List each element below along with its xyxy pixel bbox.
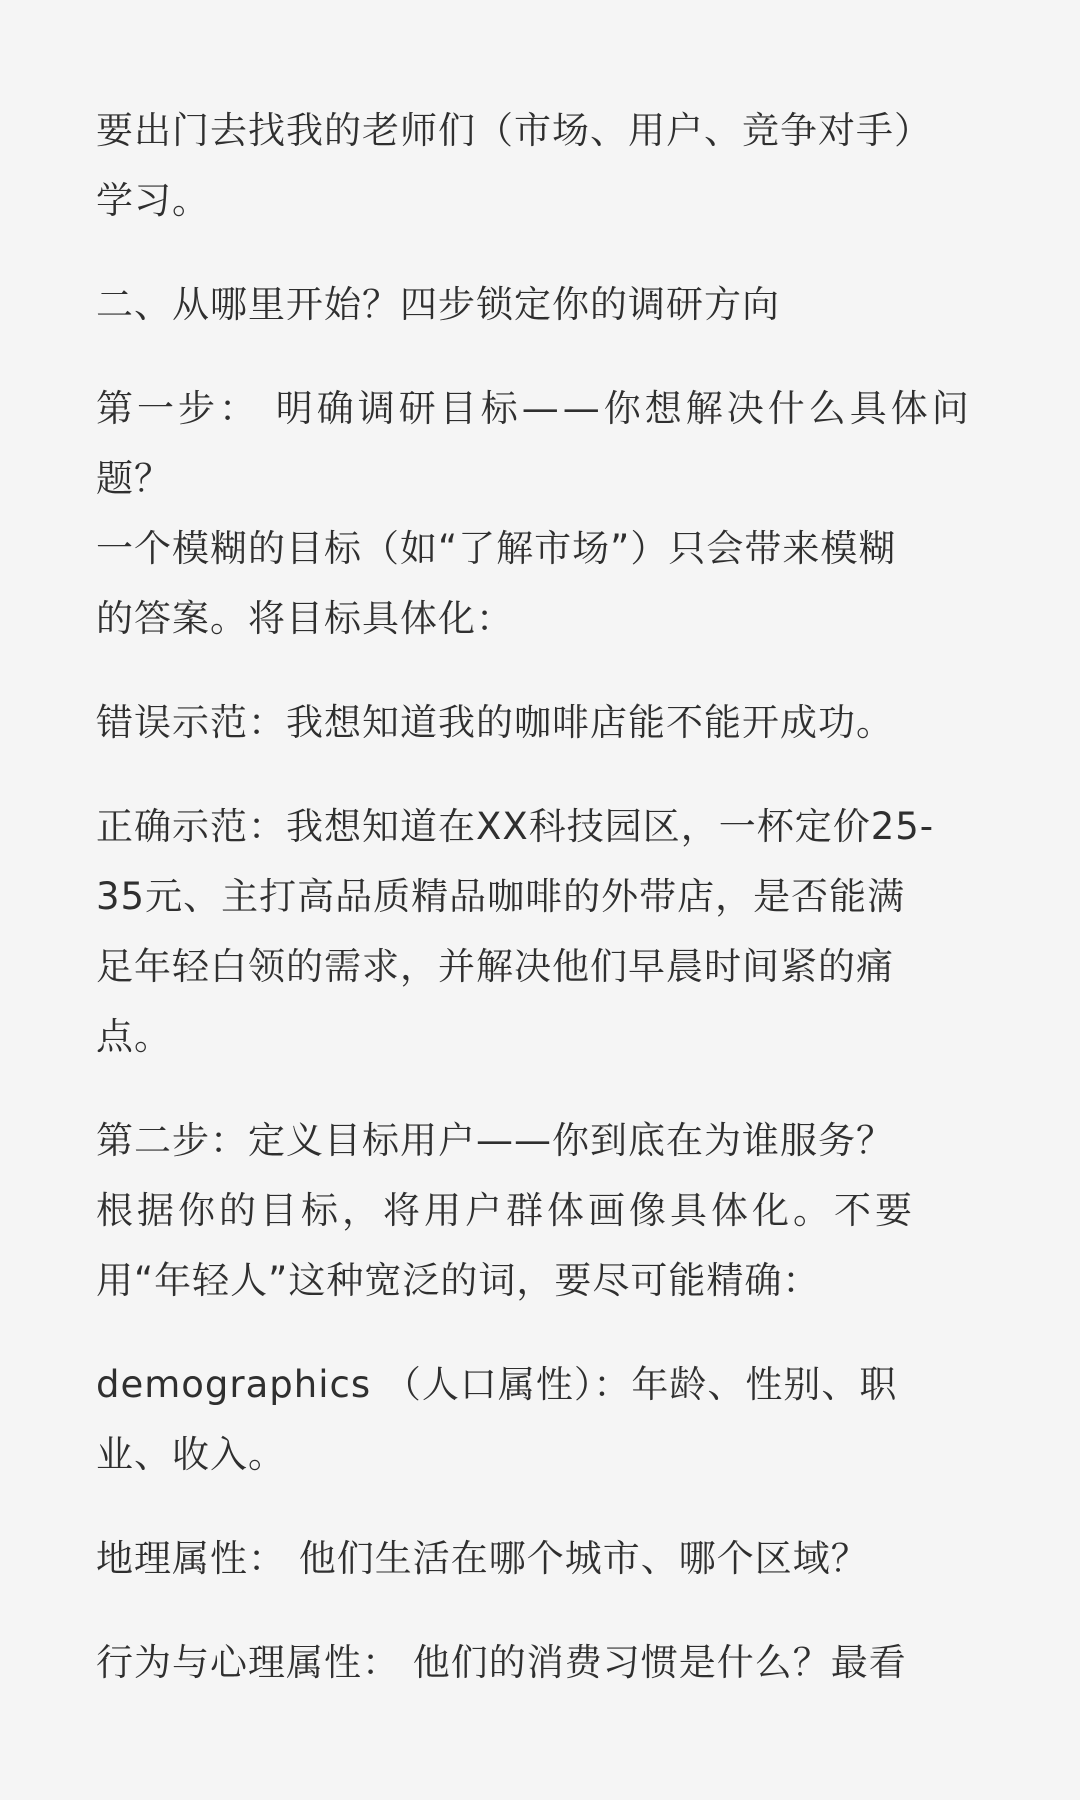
- step-heading: 第二步：定义目标用户——你到底在为谁服务？: [96, 1119, 894, 1162]
- correct-example: 正确示范：我想知道在XX科技园区，一杯定价25-: [96, 805, 935, 848]
- paragraph-gap: [96, 1072, 984, 1106]
- text-line: 35元、主打高品质精品咖啡的外带店，是否能满: [96, 875, 906, 918]
- paragraph-gap: [96, 1316, 984, 1350]
- paragraph-gap: [96, 654, 984, 688]
- section-heading: 二、从哪里开始？四步锁定你的调研方向: [96, 283, 780, 326]
- paragraph-gap: [96, 340, 984, 374]
- paragraph-gap: [96, 1594, 984, 1628]
- behavior-line: 行为与心理属性： 他们的消费习惯是什么？最看: [96, 1641, 907, 1684]
- paragraph-gap: [96, 1490, 984, 1524]
- paragraph-gap: [96, 236, 984, 270]
- step-heading: 第一步： 明确调研目标——你想解决什么具体问: [96, 387, 973, 430]
- step-heading-continued: 题？: [96, 457, 172, 500]
- paragraph-gap: [96, 758, 984, 792]
- text-line: 足年轻白领的需求，并解决他们早晨时间紧的痛: [96, 945, 894, 988]
- text-line: 的答案。将目标具体化：: [96, 597, 514, 640]
- wrong-example: 错误示范：我想知道我的咖啡店能不能开成功。: [96, 701, 894, 744]
- text-line: 业、收入。: [96, 1433, 286, 1476]
- text-line: 点。: [96, 1015, 172, 1058]
- text-line: 用“年轻人”这种宽泛的词，要尽可能精确：: [96, 1259, 821, 1302]
- text-line: 一个模糊的目标（如“了解市场”）只会带来模糊: [96, 527, 897, 570]
- text-line: 学习。: [96, 179, 210, 222]
- text-line: 要出门去找我的老师们（市场、用户、竞争对手）: [96, 109, 932, 152]
- text-line: 根据你的目标，将用户群体画像具体化。不要: [96, 1189, 916, 1232]
- geography-line: 地理属性： 他们生活在哪个城市、哪个区域？: [96, 1537, 869, 1580]
- demographics-line: demographics （人口属性）：年龄、性别、职: [96, 1363, 898, 1406]
